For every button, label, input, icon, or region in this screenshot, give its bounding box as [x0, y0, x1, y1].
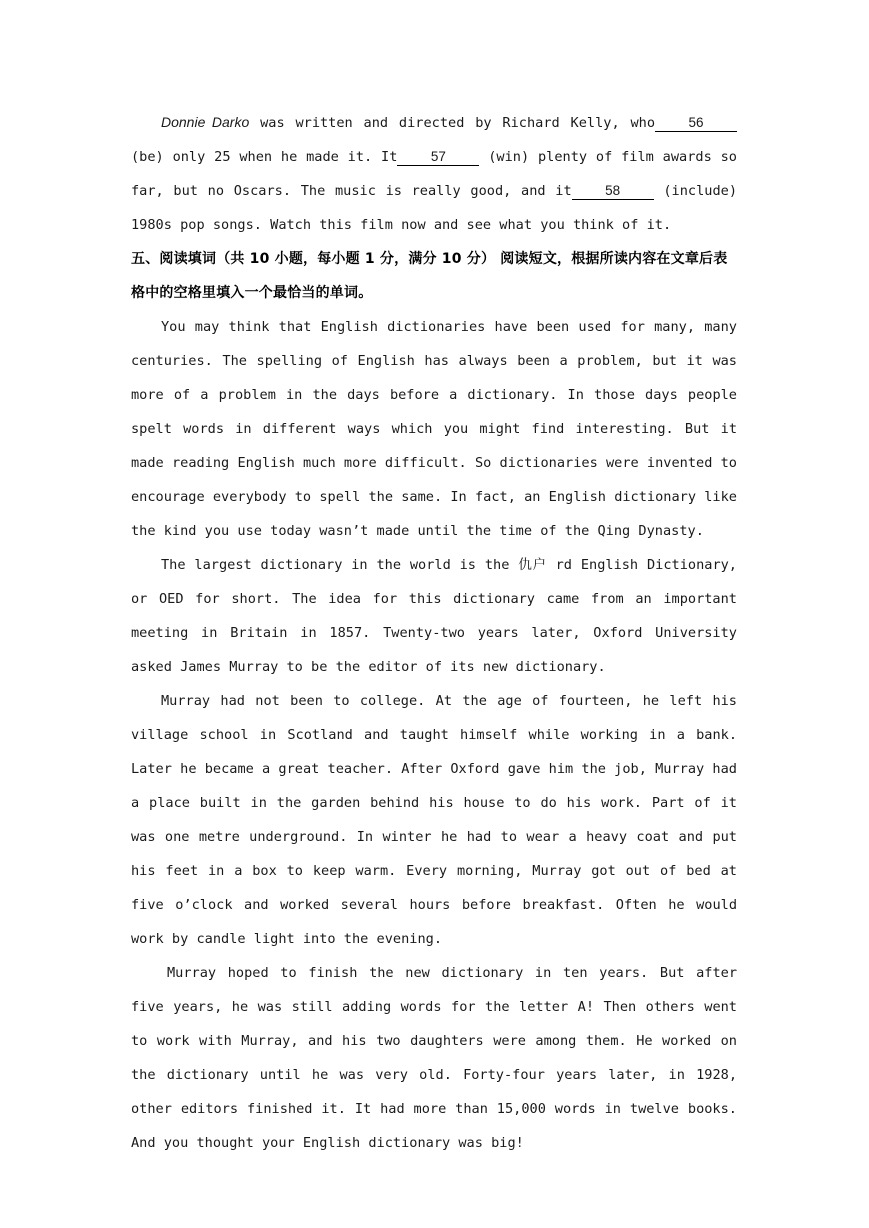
passage-paragraph-3: Murray had not been to college. At the age of fourteen, he left his village school in Scotland and taught himself while working in a bank. Later he became a great teacher. After Oxford gave him the job, Murray had a place built in the garden behind his house to do his work. Part of it was one metre underground. In winter he had to wear a heavy coat and put his feet in a box to keep warm. Every morning, Murray got out of bed at five o’clock and worked several hours before breakfast. Often he would work by candle light into the evening.	[131, 693, 737, 947]
cloze-paragraph	[131, 105, 737, 242]
blank-58: 58	[572, 183, 654, 200]
passage-paragraph-4: Murray hoped to finish the new dictionary in ten years. But after five years, he was still adding words for the letter A! Then others went to work with Murray, and his two daughters were among them. He worked on the dictionary until he was very old. Forty-four years later, in 1928, other editors finished it. It had more than 15,000 words in twelve books. And you thought your English dictionary was big!	[131, 965, 737, 1151]
cloze-text-3: (win) plenty of film awards so far, but no Oscars. The music is really good, and it	[131, 149, 737, 199]
passage-paragraph-1: You may think that English dictionaries have been used for many, many centuries. The spelling of English has always been a problem, but it was more of a problem in the days before a dictionary. In those days people spelt words in different ways which you might find interesting. But it made reading English much more difficult. So dictionaries were invented to encourage everybody to spell the same. In fact, an English dictionary like the kind you use today wasn’t made until the time of the Qing Dynasty.	[131, 319, 737, 539]
blank-57: 57	[397, 149, 479, 166]
film-title: Donnie Darko	[161, 114, 250, 130]
document-page	[131, 105, 737, 1160]
cloze-text-1: was written and directed by Richard Kelly, who	[249, 115, 656, 131]
section-heading: 五、阅读填词（共 10 小题，每小题 1 分，满分 10 分） 阅读短文，根据所读内容在文章后表格中的空格里填入一个最恰当的单词。	[131, 251, 728, 301]
passage-paragraph-2: The largest dictionary in the world is the 仇户 rd English Dictionary, or OED for short. The idea for this dictionary came from an important meeting in Britain in 1857. Twenty-two years later, Oxford University asked James Murray to be the editor of its new dictionary.	[131, 557, 737, 675]
cloze-text-4: (include) 1980s pop songs. Watch this film now and see what you think of it.	[131, 183, 738, 233]
cloze-text-2: (be) only 25 when he made it. It	[131, 149, 398, 165]
blank-56: 56	[655, 115, 737, 132]
